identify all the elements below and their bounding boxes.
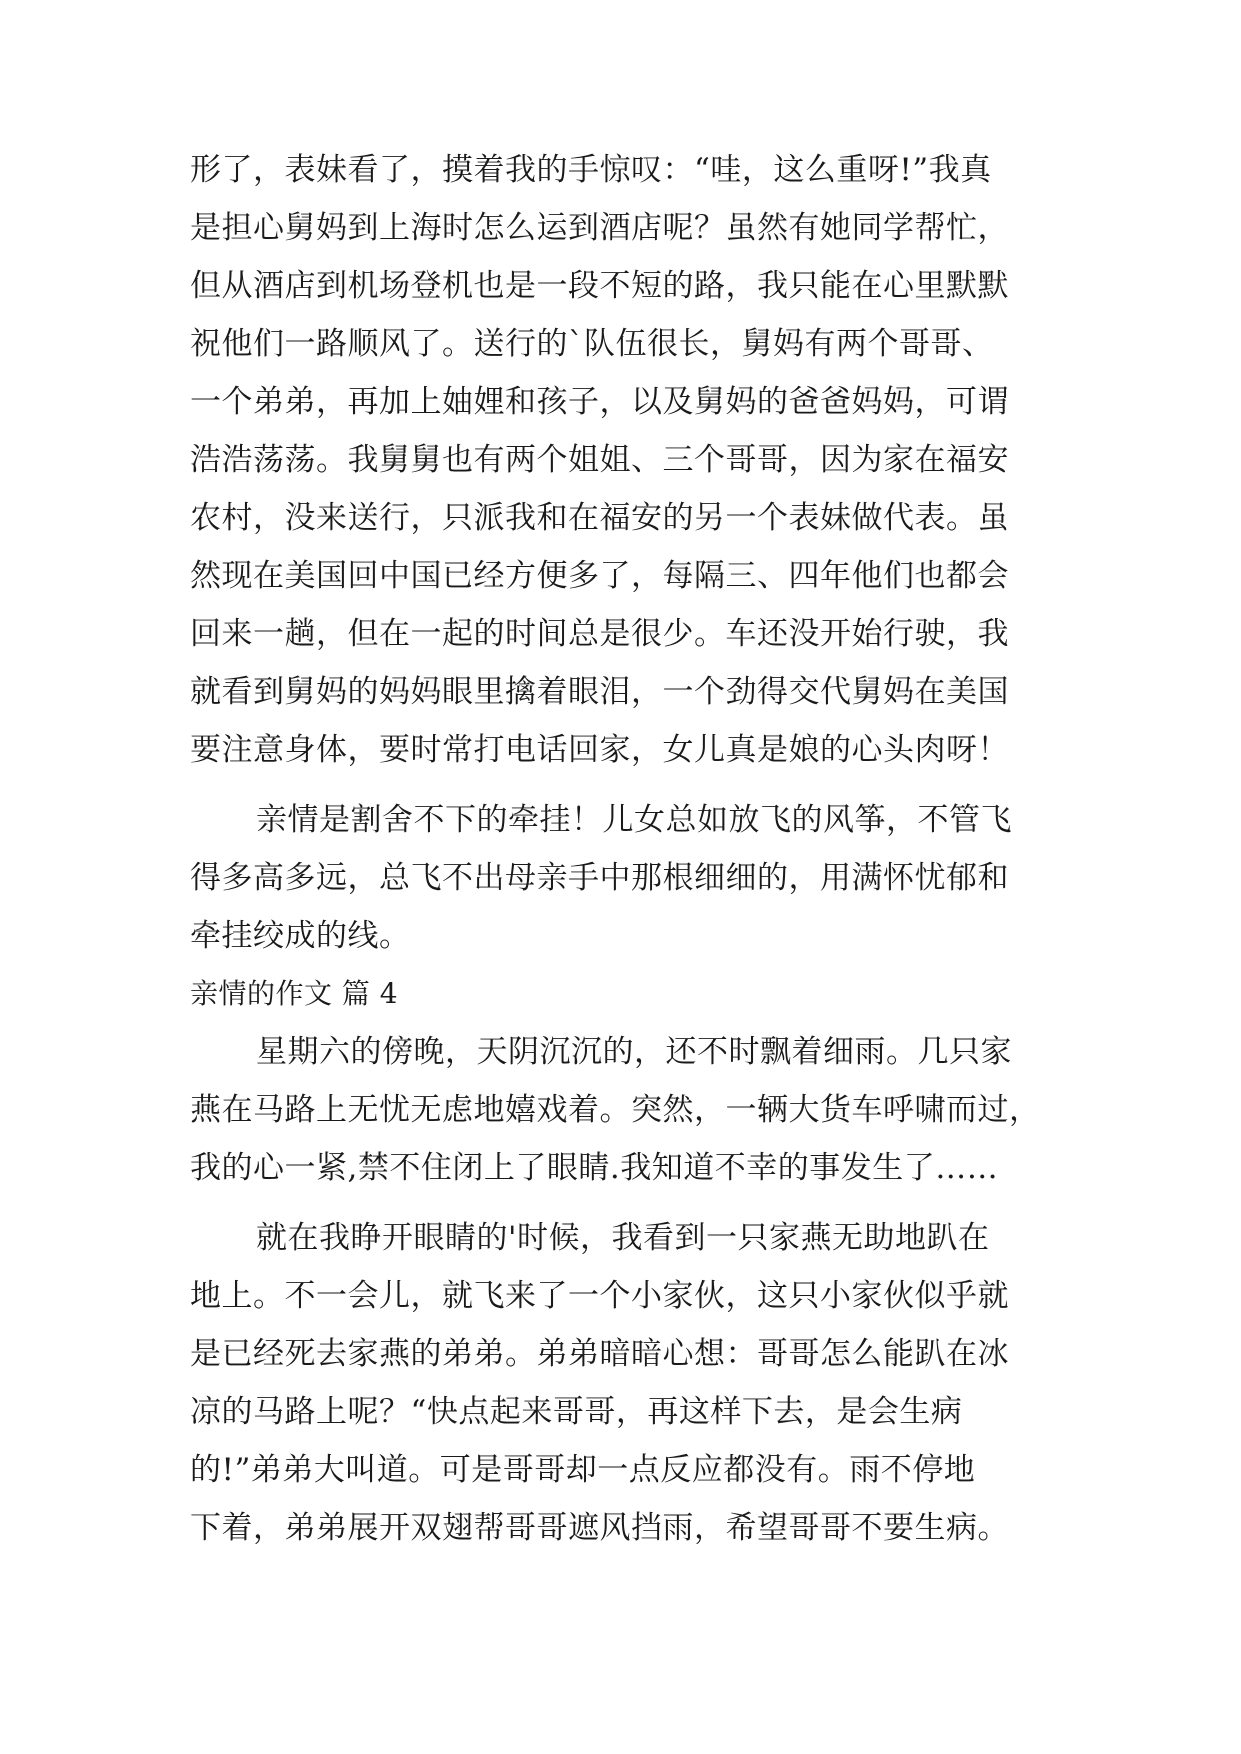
text-line: 我的心一紧,禁不住闭上了眼睛.我知道不幸的事发生了…… (190, 1150, 999, 1186)
text-line: 浩浩荡荡。我舅舅也有两个姐姐、三个哥哥，因为家在福安 (190, 442, 1009, 478)
text-line: 农村，没来送行，只派我和在福安的另一个表妹做代表。虽 (190, 500, 1009, 536)
text-line: 要注意身体，要时常打电话回家，女儿真是娘的心头肉呀！ (190, 732, 1009, 768)
text-line: 凉的马路上呢？“快点起来哥哥，再这样下去，是会生病 (190, 1394, 963, 1430)
text-line: 牵挂绞成的线。 (190, 918, 411, 954)
text-line: 得多高多远，总飞不出母亲手中那根细细的，用满怀忧郁和 (190, 860, 1009, 896)
text-line: 一个弟弟，再加上妯娌和孩子，以及舅妈的爸爸妈妈，可谓 (190, 384, 1009, 420)
text-line: 的!”弟弟大叫道。可是哥哥却一点反应都没有。雨不停地 (190, 1452, 976, 1488)
text-line: 回来一趟，但在一起的时间总是很少。车还没开始行驶，我 (190, 616, 1009, 652)
text-line: 是担心舅妈到上海时怎么运到酒店呢？虽然有她同学帮忙， (190, 210, 1009, 246)
paragraph-start-line: 就在我睁开眼睛的'时候，我看到一只家燕无助地趴在 (256, 1220, 990, 1256)
text-line: 地上。不一会儿，就飞来了一个小家伙，这只小家伙似乎就 (190, 1278, 1009, 1314)
text-line: 燕在马路上无忧无虑地嬉戏着。突然，一辆大货车呼啸而过， (190, 1092, 1041, 1128)
paragraph-start-line: 亲情是割舍不下的牵挂！儿女总如放飞的风筝，不管飞 (256, 802, 1012, 838)
text-line: 是已经死去家燕的弟弟。弟弟暗暗心想：哥哥怎么能趴在冰 (190, 1336, 1009, 1372)
text-line: 然现在美国回中国已经方便多了，每隔三、四年他们也都会 (190, 558, 1009, 594)
text-line: 祝他们一路顺风了。送行的`队伍很长，舅妈有两个哥哥、 (190, 326, 994, 362)
text-line: 就看到舅妈的妈妈眼里擒着眼泪，一个劲得交代舅妈在美国 (190, 674, 1009, 710)
section-heading: 亲情的作文 篇 4 (190, 977, 399, 1010)
text-line: 形了，表妹看了，摸着我的手惊叹：“哇，这么重呀!”我真 (190, 152, 992, 188)
text-line: 但从酒店到机场登机也是一段不短的路，我只能在心里默默 (190, 268, 1009, 304)
text-line: 下着，弟弟展开双翅帮哥哥遮风挡雨，希望哥哥不要生病。 (190, 1510, 1009, 1546)
paragraph-start-line: 星期六的傍晚，天阴沉沉的，还不时飘着细雨。几只家 (256, 1034, 1012, 1070)
